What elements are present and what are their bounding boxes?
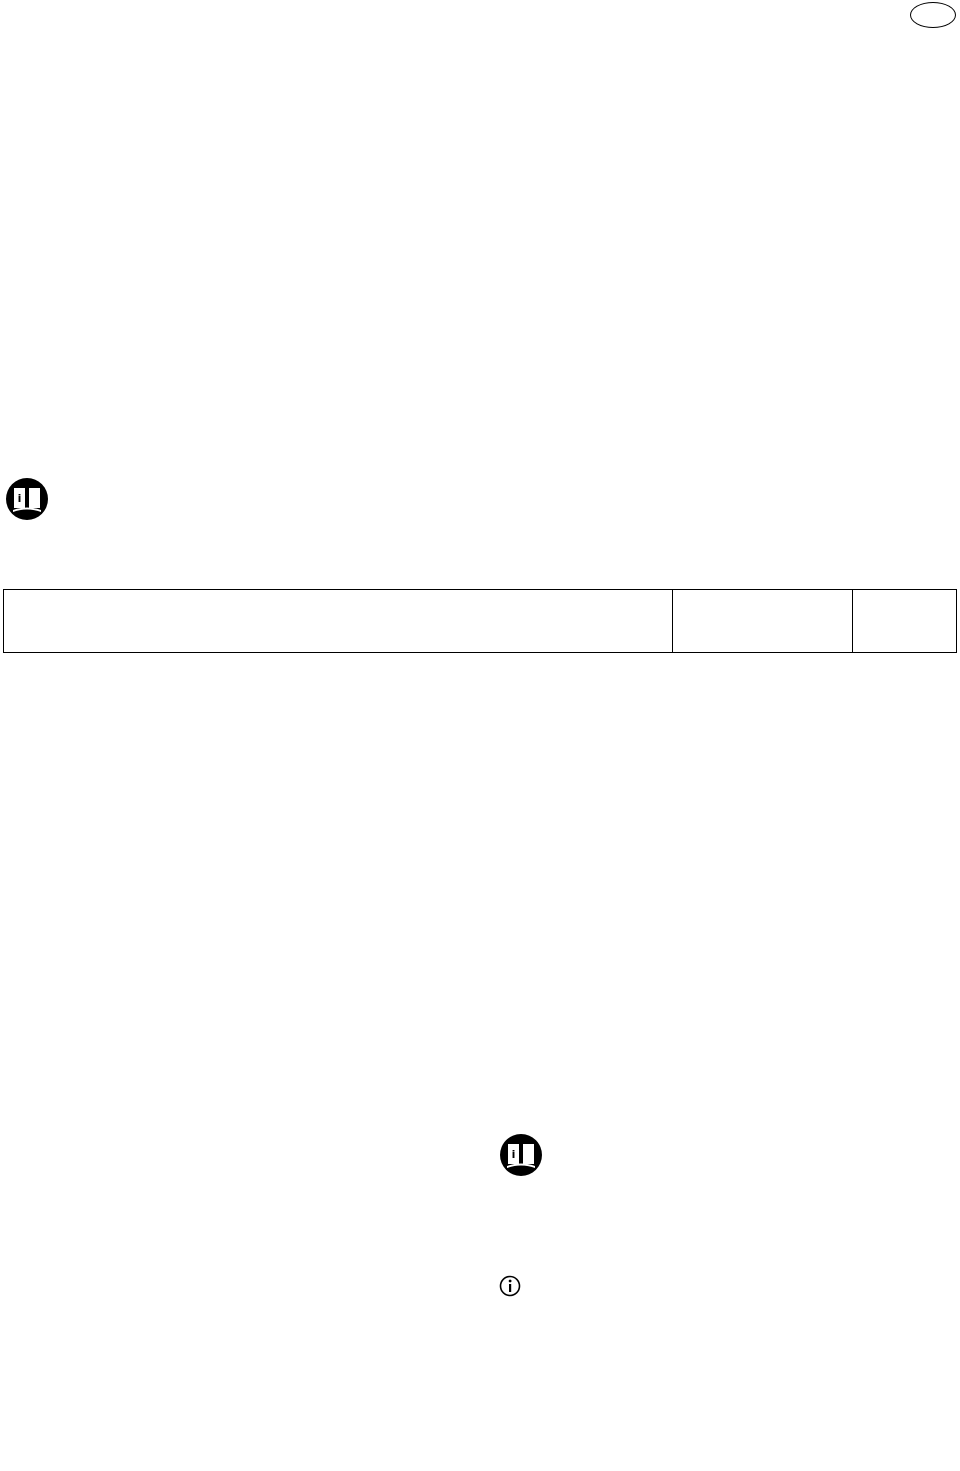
tech-data-table <box>3 589 957 653</box>
info-icon <box>499 1275 521 1297</box>
noise-value <box>673 621 853 653</box>
svg-text:i: i <box>511 1148 516 1161</box>
language-badge <box>910 2 956 28</box>
manual-book-icon <box>499 1133 543 1177</box>
table-row <box>4 621 957 653</box>
svg-text:i: i <box>17 492 22 505</box>
manual-book-icon <box>5 477 49 521</box>
table-row <box>4 590 957 622</box>
noise-standard <box>4 621 673 653</box>
noise-label <box>4 590 673 622</box>
noise-unit <box>853 621 957 653</box>
